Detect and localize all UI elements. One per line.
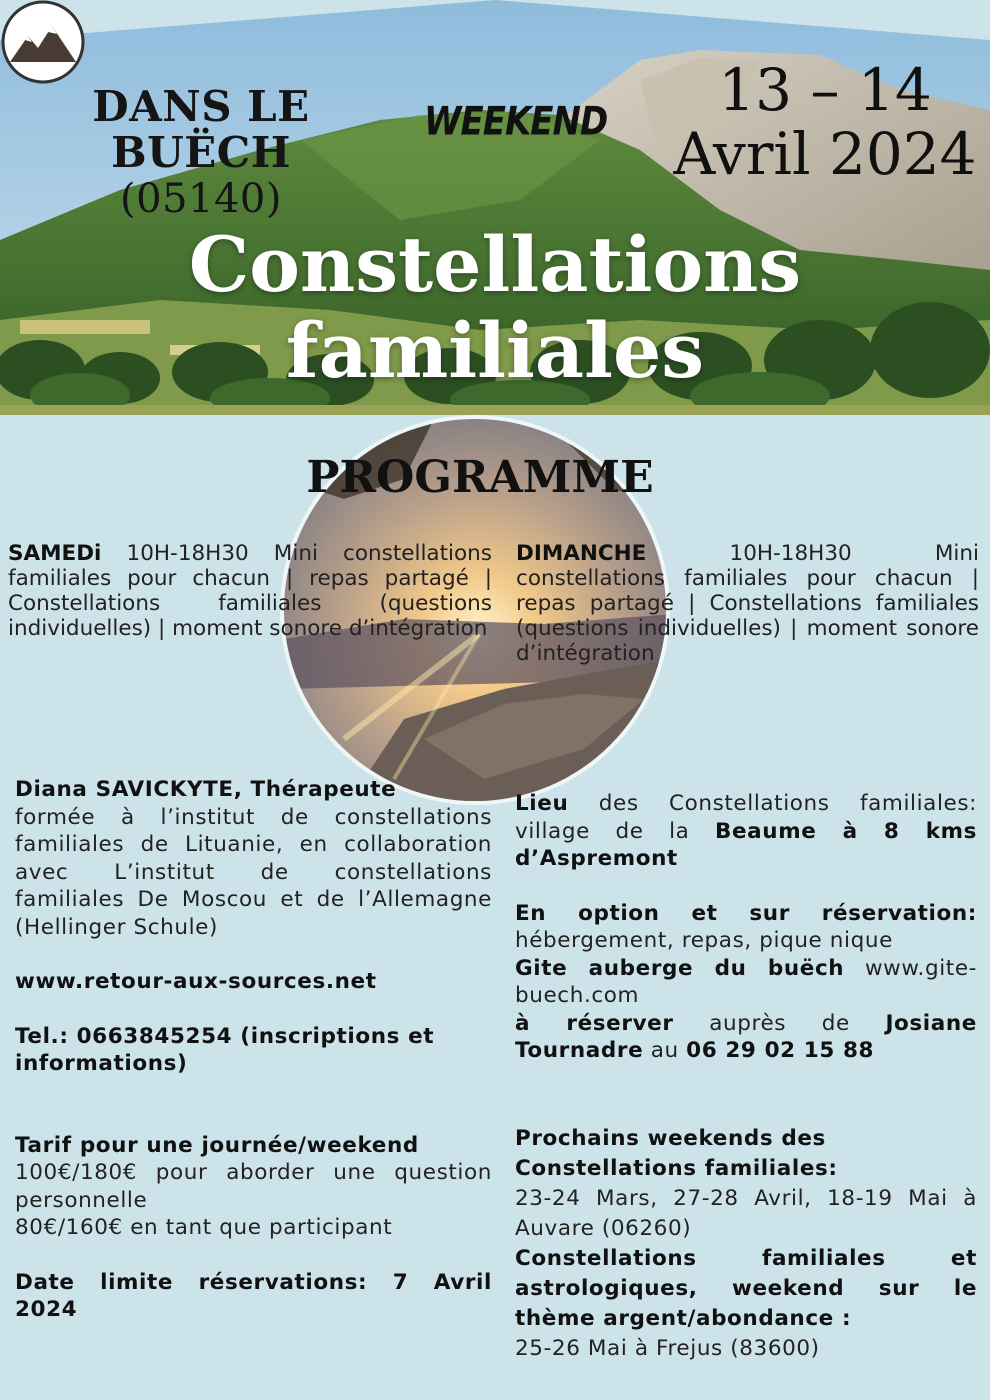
- reserve-mid: auprès de: [673, 1010, 886, 1036]
- programme-heading: PROGRAMME: [306, 452, 654, 503]
- title-line-1: Constellations: [188, 220, 802, 309]
- reservation-deadline: Date limite réservations: 7 Avril 2024: [15, 1269, 492, 1322]
- upcoming-weekends: [515, 1124, 977, 1364]
- saturday-schedule: [8, 541, 492, 641]
- therapist-name: Diana SAVICKYTE, Thérapeute: [15, 777, 397, 802]
- sunday-label: DIMANCHE: [516, 541, 647, 566]
- price-participant: 80€/160€ en tant que participant: [15, 1215, 393, 1240]
- option-info: [515, 900, 977, 955]
- reserve-prefix: à réserver: [515, 1010, 674, 1036]
- price-personal: 100€/180€ pour aborder une question personnelle: [15, 1160, 492, 1213]
- venue-info: [515, 790, 977, 873]
- website-link[interactable]: www.retour-aux-sources.net: [15, 969, 377, 994]
- reservation-contact: [515, 1010, 977, 1065]
- hero-banner: [0, 0, 990, 415]
- event-dates: [660, 58, 990, 186]
- saturday-text: 10H-18H30 Mini constellations familiales pour chacun | repas partagé | Constellations familiales (questions individuelles) | moment sonore d’intégration: [8, 541, 492, 641]
- venue-place: Beaume à 8 kms d’Aspremont: [515, 818, 977, 871]
- pricing-heading: Tarif pour une journée/weekend: [15, 1132, 419, 1158]
- location-heading: [6, 84, 396, 222]
- event-title: [0, 222, 990, 394]
- right-info-column: [515, 790, 977, 1065]
- location-zip: (05140): [120, 176, 282, 222]
- upcoming-dates-auvare: 23-24 Mars, 27-28 Avril, 18-19 Mai à Auvare (06260): [515, 1186, 977, 1241]
- contact-name: Josiane Tournadre: [515, 1010, 977, 1063]
- event-days: 13 – 14: [718, 56, 932, 124]
- title-line-2: familiales: [285, 306, 705, 395]
- special-weekend-heading: Constellations familiales et astrologiques, weekend sur le thème argent/abondance :: [515, 1246, 977, 1331]
- saturday-label: SAMEDi: [8, 541, 102, 566]
- therapist-bio: formée à l’institut de constellations familiales de Lituanie, en collaboration avec L’institut de constellations familiales De Moscou et de l’Allemagne (Hellinger Schule): [15, 804, 492, 940]
- option-heading: En option et sur réservation:: [515, 900, 977, 926]
- reserve-au: au: [643, 1038, 687, 1063]
- event-month-year: Avril 2024: [673, 120, 977, 188]
- venue-label: Lieu: [515, 791, 569, 816]
- sunday-text: 10H-18H30 Mini constellations familiales pour chacun | repas partagé | Constellations familiales (questions individuelles) | moment sonore d’intégration: [516, 541, 979, 666]
- gite-name: Gite auberge du buëch: [515, 955, 845, 981]
- sunday-schedule: [516, 541, 979, 666]
- gite-info: [515, 955, 977, 1010]
- location-name: DANS LE BUËCH: [92, 82, 310, 177]
- upcoming-heading: Prochains weekends des Constellations familiales:: [515, 1126, 838, 1181]
- gite-website[interactable]: www.gite-buech.com: [515, 955, 977, 1008]
- mountain-logo-icon: [0, 0, 86, 84]
- option-text: hébergement, repas, pique nique: [515, 928, 893, 953]
- weekend-label: WEEKEND: [424, 99, 608, 145]
- left-info-column: [15, 776, 492, 1324]
- venue-text: des Constellations familiales: village de la: [515, 791, 977, 844]
- phone-info: Tel.: 0663845254 (inscriptions et informations): [15, 1023, 435, 1076]
- upcoming-dates-frejus: 25-26 Mai à Frejus (83600): [515, 1336, 820, 1361]
- contact-phone: 06 29 02 15 88: [686, 1038, 875, 1063]
